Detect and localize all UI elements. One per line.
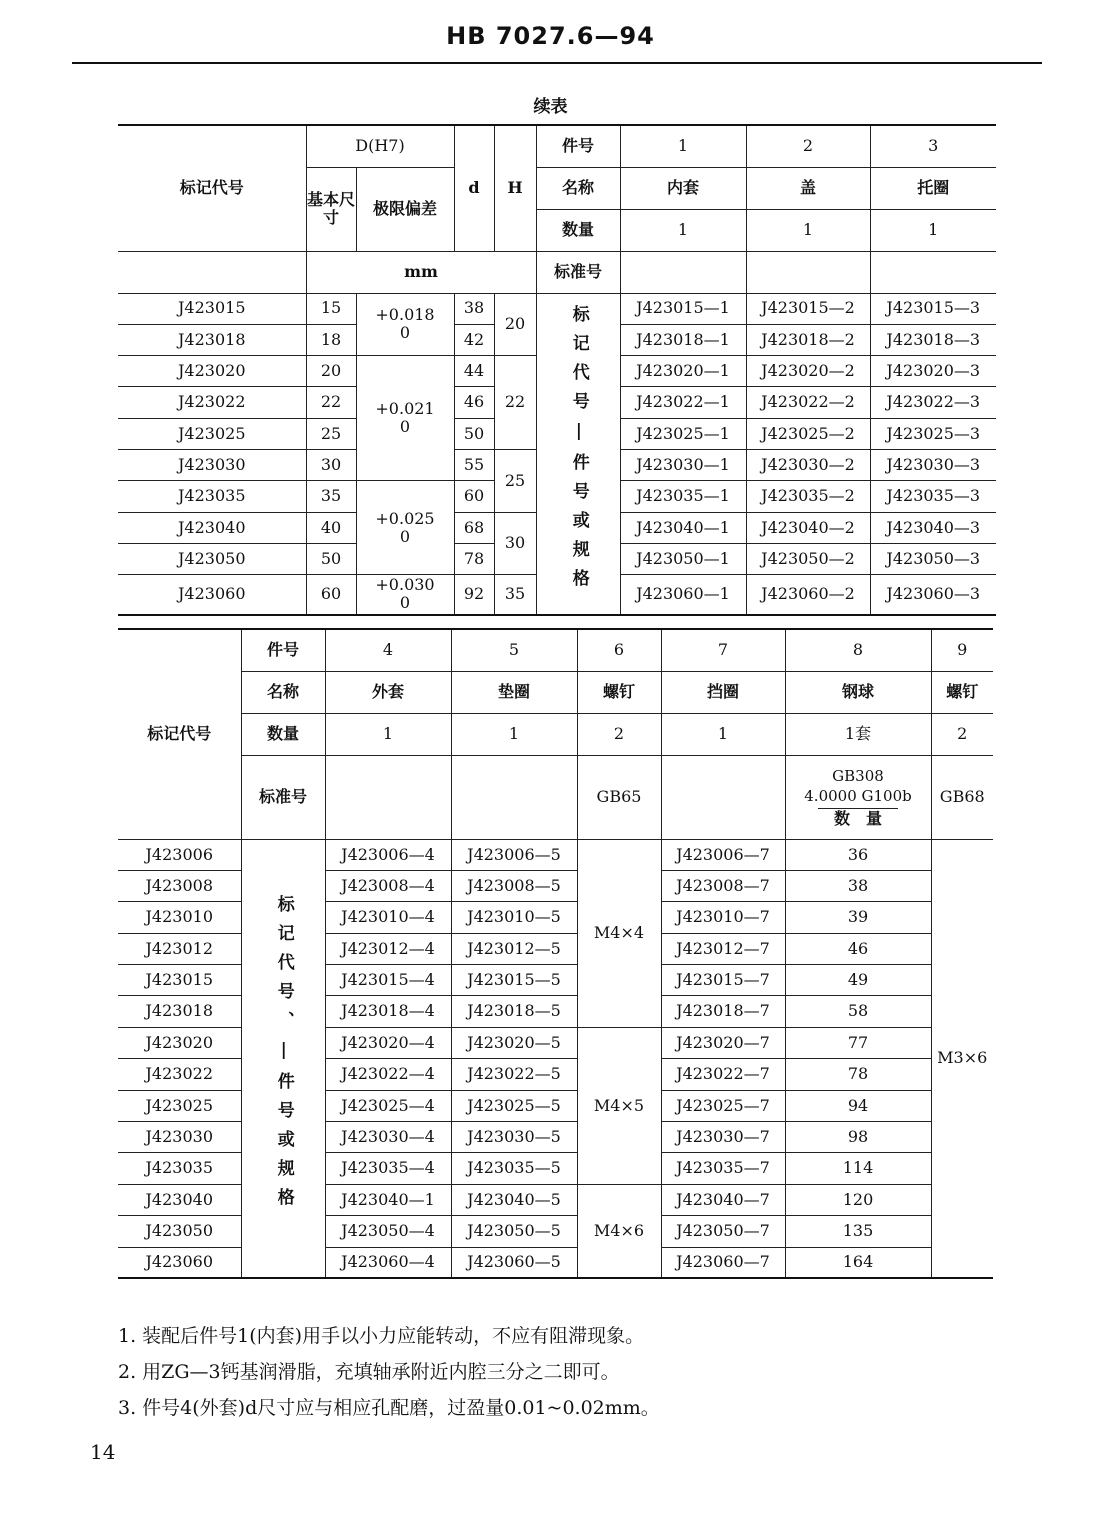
t1-header-mark-code: 标记代号 [118, 125, 306, 251]
t2-part-7-code: J423012—7 [661, 933, 785, 964]
t1-basic-size: 40 [306, 512, 356, 543]
t2-part-4-code: J423030—4 [325, 1122, 451, 1153]
t1-part-2-code: J423022—2 [746, 387, 870, 418]
t2-part-5-code: J423040—5 [451, 1184, 577, 1215]
t1-part-2-code: J423040—2 [746, 512, 870, 543]
t1-part-1-code: J423035—1 [620, 481, 746, 512]
page-number: 14 [90, 1440, 116, 1464]
t2-std-gb308: GB308 4.0000 G100b [804, 766, 912, 805]
t2-screw-9-spec: M3×6 [931, 839, 993, 1278]
t1-H-value: 25 [494, 449, 536, 512]
t2-std-empty [451, 755, 577, 839]
t2-ball-count: 164 [785, 1247, 931, 1278]
t2-part-5-code: J423008—5 [451, 870, 577, 901]
t2-mark-code: J423025 [118, 1090, 241, 1121]
t2-part-qty: 2 [577, 713, 661, 755]
t1-header-H: H [494, 125, 536, 251]
t2-ball-count: 114 [785, 1153, 931, 1184]
t2-ball-count: 39 [785, 902, 931, 933]
t2-part-4-code: J423006—4 [325, 839, 451, 870]
t2-part-4-code: J423020—4 [325, 1027, 451, 1058]
t2-ball-count: 98 [785, 1122, 931, 1153]
t1-tolerance: +0.025 0 [356, 481, 454, 575]
t2-std-ball-qty-label: 数 量 [818, 808, 898, 829]
t1-header-basic-size: 基本尺寸 [306, 167, 356, 251]
t1-d-value: 50 [454, 418, 494, 449]
t1-basic-size: 60 [306, 575, 356, 615]
t2-part-7-code: J423006—7 [661, 839, 785, 870]
t2-mark-code: J423060 [118, 1247, 241, 1278]
t2-screw-6-spec: M4×6 [577, 1184, 661, 1278]
t2-part-7-code: J423008—7 [661, 870, 785, 901]
t1-mark-code: J423040 [118, 512, 306, 543]
t2-part-7-code: J423040—7 [661, 1184, 785, 1215]
t1-part-no: 3 [870, 125, 996, 167]
t2-part-5-code: J423020—5 [451, 1027, 577, 1058]
note-item: 3. 件号4(外套)d尺寸应与相应孔配磨，过盈量0.01~0.02mm。 [118, 1397, 660, 1419]
t1-basic-size: 15 [306, 293, 356, 324]
t1-header-D: D(H7) [306, 125, 454, 167]
t2-standard-vertical-note [241, 839, 325, 1278]
t1-header-part-no: 件号 [536, 125, 620, 167]
t1-part-3-code: J423018—3 [870, 324, 996, 355]
t2-ball-count: 49 [785, 965, 931, 996]
t2-header-name: 名称 [241, 671, 325, 713]
t2-part-7-code: J423030—7 [661, 1122, 785, 1153]
t1-tolerance: +0.021 0 [356, 356, 454, 481]
t1-d-value: 78 [454, 543, 494, 574]
t1-mark-code: J423050 [118, 543, 306, 574]
t2-header-quantity: 数量 [241, 713, 325, 755]
t2-part-4-code: J423015—4 [325, 965, 451, 996]
t2-mark-code: J423030 [118, 1122, 241, 1153]
table-parts-4-9 [118, 628, 993, 1279]
t2-ball-count: 135 [785, 1216, 931, 1247]
t2-ball-count: 36 [785, 839, 931, 870]
t1-part-2-code: J423015—2 [746, 293, 870, 324]
table-parts-1-3 [118, 124, 996, 616]
t1-basic-size: 18 [306, 324, 356, 355]
t2-part-qty: 1 [325, 713, 451, 755]
t1-basic-size: 22 [306, 387, 356, 418]
t2-header-standard: 标准号 [241, 755, 325, 839]
t2-mark-code: J423035 [118, 1153, 241, 1184]
t2-part-no: 8 [785, 629, 931, 671]
t2-header-part-no: 件号 [241, 629, 325, 671]
t1-mark-code: J423018 [118, 324, 306, 355]
t2-part-4-code: J423060—4 [325, 1247, 451, 1278]
t2-mark-code: J423022 [118, 1059, 241, 1090]
t1-part-3-code: J423050—3 [870, 543, 996, 574]
t2-mark-code: J423050 [118, 1216, 241, 1247]
t2-part-7-code: J423020—7 [661, 1027, 785, 1058]
t1-part-no: 2 [746, 125, 870, 167]
t2-part-7-code: J423018—7 [661, 996, 785, 1027]
t2-part-name: 钢球 [785, 671, 931, 713]
t2-part-4-code: J423018—4 [325, 996, 451, 1027]
t1-mark-code: J423035 [118, 481, 306, 512]
t2-screw-6-spec: M4×4 [577, 839, 661, 1027]
t1-header-name: 名称 [536, 167, 620, 209]
t1-d-value: 92 [454, 575, 494, 615]
t2-std-gb68: GB68 [931, 755, 993, 839]
t2-part-5-code: J423035—5 [451, 1153, 577, 1184]
t2-part-qty: 1 [661, 713, 785, 755]
t1-part-1-code: J423022—1 [620, 387, 746, 418]
t1-d-value: 60 [454, 481, 494, 512]
t1-part-2-code: J423030—2 [746, 449, 870, 480]
t1-part-no: 1 [620, 125, 746, 167]
t2-part-7-code: J423050—7 [661, 1216, 785, 1247]
t2-part-4-code: J423035—4 [325, 1153, 451, 1184]
t1-part-name: 托圈 [870, 167, 996, 209]
t2-part-qty: 1 [451, 713, 577, 755]
t1-part-qty: 1 [746, 209, 870, 251]
t1-part-3-code: J423022—3 [870, 387, 996, 418]
table-caption: 续表 [533, 97, 568, 117]
t2-std-empty [661, 755, 785, 839]
t1-header-quantity: 数量 [536, 209, 620, 251]
t2-part-5-code: J423050—5 [451, 1216, 577, 1247]
t2-ball-count: 38 [785, 870, 931, 901]
t1-part-3-code: J423015—3 [870, 293, 996, 324]
t1-vertical-text: 标记代号|件号或规格 [568, 304, 589, 598]
t1-part-3-code: J423030—3 [870, 449, 996, 480]
t2-ball-count: 78 [785, 1059, 931, 1090]
t1-std-empty [746, 251, 870, 293]
t2-mark-code: J423020 [118, 1027, 241, 1058]
t2-ball-count: 58 [785, 996, 931, 1027]
t2-screw-6-spec: M4×5 [577, 1027, 661, 1184]
t1-part-1-code: J423040—1 [620, 512, 746, 543]
t2-part-5-code: J423012—5 [451, 933, 577, 964]
t1-mark-code: J423022 [118, 387, 306, 418]
t2-part-7-code: J423022—7 [661, 1059, 785, 1090]
t1-part-2-code: J423018—2 [746, 324, 870, 355]
t1-empty [118, 251, 306, 293]
note-item: 1. 装配后件号1(内套)用手以小力应能转动，不应有阻滞现象。 [118, 1325, 645, 1347]
t2-part-4-code: J423010—4 [325, 902, 451, 933]
t1-part-3-code: J423035—3 [870, 481, 996, 512]
t1-header-tolerance: 极限偏差 [356, 167, 454, 251]
t2-std-gb65: GB65 [577, 755, 661, 839]
t2-mark-code: J423015 [118, 965, 241, 996]
t1-part-2-code: J423025—2 [746, 418, 870, 449]
t2-part-4-code: J423008—4 [325, 870, 451, 901]
t1-d-value: 46 [454, 387, 494, 418]
t2-part-name: 挡圈 [661, 671, 785, 713]
t2-ball-count: 94 [785, 1090, 931, 1121]
t1-part-3-code: J423060—3 [870, 575, 996, 615]
t2-std-ball [785, 755, 931, 839]
t2-part-4-code: J423025—4 [325, 1090, 451, 1121]
t2-ball-count: 46 [785, 933, 931, 964]
t2-part-4-code: J423022—4 [325, 1059, 451, 1090]
t2-mark-code: J423006 [118, 839, 241, 870]
t1-d-value: 38 [454, 293, 494, 324]
t1-tolerance: +0.030 0 [356, 575, 454, 615]
t1-part-name: 盖 [746, 167, 870, 209]
t2-part-no: 5 [451, 629, 577, 671]
t2-mark-code: J423010 [118, 902, 241, 933]
t2-part-7-code: J423060—7 [661, 1247, 785, 1278]
t1-mark-code: J423025 [118, 418, 306, 449]
t2-part-5-code: J423025—5 [451, 1090, 577, 1121]
t2-part-5-code: J423010—5 [451, 902, 577, 933]
t1-part-1-code: J423020—1 [620, 356, 746, 387]
t1-part-qty: 1 [870, 209, 996, 251]
t1-part-1-code: J423030—1 [620, 449, 746, 480]
t1-part-2-code: J423060—2 [746, 575, 870, 615]
t2-ball-count: 77 [785, 1027, 931, 1058]
t2-part-7-code: J423010—7 [661, 902, 785, 933]
t1-part-2-code: J423020—2 [746, 356, 870, 387]
t1-header-standard: 标准号 [536, 251, 620, 293]
t1-mark-code: J423015 [118, 293, 306, 324]
t1-unit-mm: mm [306, 251, 536, 293]
t2-part-5-code: J423018—5 [451, 996, 577, 1027]
t2-header-mark-code: 标记代号 [118, 629, 241, 839]
t1-basic-size: 25 [306, 418, 356, 449]
t1-d-value: 44 [454, 356, 494, 387]
t1-standard-vertical-note [536, 293, 620, 615]
t2-part-qty: 1套 [785, 713, 931, 755]
t1-part-3-code: J423040—3 [870, 512, 996, 543]
t2-part-5-code: J423060—5 [451, 1247, 577, 1278]
t1-H-value: 30 [494, 512, 536, 575]
t2-mark-code: J423012 [118, 933, 241, 964]
t1-part-1-code: J423060—1 [620, 575, 746, 615]
t2-part-no: 4 [325, 629, 451, 671]
t1-d-value: 55 [454, 449, 494, 480]
t1-part-2-code: J423050—2 [746, 543, 870, 574]
t2-vertical-text: 标记代号、|件号或规格 [273, 895, 294, 1218]
t1-part-3-code: J423025—3 [870, 418, 996, 449]
t2-part-7-code: J423035—7 [661, 1153, 785, 1184]
technical-notes [118, 1318, 660, 1426]
t1-part-1-code: J423025—1 [620, 418, 746, 449]
t2-part-4-code: J423050—4 [325, 1216, 451, 1247]
t2-part-5-code: J423015—5 [451, 965, 577, 996]
t1-d-value: 42 [454, 324, 494, 355]
t2-part-5-code: J423030—5 [451, 1122, 577, 1153]
t2-part-4-code: J423012—4 [325, 933, 451, 964]
t1-part-3-code: J423020—3 [870, 356, 996, 387]
t2-part-name: 垫圈 [451, 671, 577, 713]
note-item: 2. 用ZG—3钙基润滑脂，充填轴承附近内腔三分之二即可。 [118, 1361, 620, 1383]
t2-part-name: 外套 [325, 671, 451, 713]
t2-mark-code: J423018 [118, 996, 241, 1027]
t1-part-1-code: J423015—1 [620, 293, 746, 324]
t1-d-value: 68 [454, 512, 494, 543]
t1-H-value: 22 [494, 356, 536, 450]
t2-std-empty [325, 755, 451, 839]
t2-part-name: 螺钉 [931, 671, 993, 713]
t2-part-7-code: J423025—7 [661, 1090, 785, 1121]
t2-ball-count: 120 [785, 1184, 931, 1215]
t1-part-qty: 1 [620, 209, 746, 251]
t2-part-qty: 2 [931, 713, 993, 755]
t1-header-d: d [454, 125, 494, 251]
t1-basic-size: 30 [306, 449, 356, 480]
t2-part-7-code: J423015—7 [661, 965, 785, 996]
t1-tolerance: +0.018 0 [356, 293, 454, 356]
t1-std-empty [870, 251, 996, 293]
t1-part-2-code: J423035—2 [746, 481, 870, 512]
t2-part-no: 7 [661, 629, 785, 671]
t1-std-empty [620, 251, 746, 293]
t2-part-name: 螺钉 [577, 671, 661, 713]
t1-basic-size: 35 [306, 481, 356, 512]
t2-part-no: 6 [577, 629, 661, 671]
standard-number-header: HB 7027.6—94 [446, 22, 655, 50]
t2-mark-code: J423008 [118, 870, 241, 901]
t2-part-5-code: J423006—5 [451, 839, 577, 870]
t1-mark-code: J423020 [118, 356, 306, 387]
t1-mark-code: J423030 [118, 449, 306, 480]
t1-part-1-code: J423018—1 [620, 324, 746, 355]
t2-part-no: 9 [931, 629, 993, 671]
t1-H-value: 20 [494, 293, 536, 356]
header-rule [72, 62, 1042, 64]
t2-part-4-code: J423040—1 [325, 1184, 451, 1215]
t2-mark-code: J423040 [118, 1184, 241, 1215]
t1-part-name: 内套 [620, 167, 746, 209]
t1-basic-size: 50 [306, 543, 356, 574]
t2-part-5-code: J423022—5 [451, 1059, 577, 1090]
t1-basic-size: 20 [306, 356, 356, 387]
t1-H-value: 35 [494, 575, 536, 615]
t1-part-1-code: J423050—1 [620, 543, 746, 574]
t1-mark-code: J423060 [118, 575, 306, 615]
